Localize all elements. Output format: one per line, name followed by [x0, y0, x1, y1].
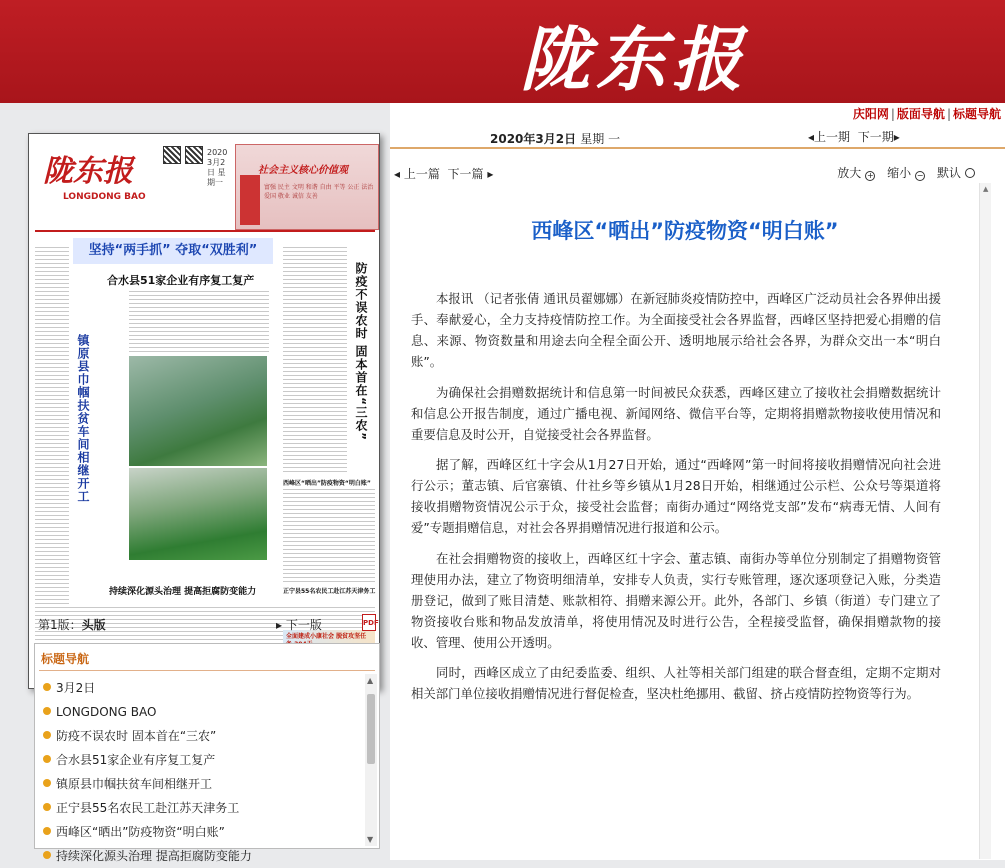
bullet-icon: [43, 851, 51, 859]
paper-masthead: [35, 140, 375, 228]
site-logo[interactable]: 陇东报: [520, 18, 748, 101]
zoom-out-button[interactable]: 缩小 −: [887, 166, 924, 180]
masthead-rule: [35, 230, 375, 232]
paper-date: 2020 3月2日 星期一: [207, 148, 228, 187]
title-nav-item[interactable]: 正宁县55名农民工赴江苏天津务工: [43, 796, 363, 820]
next-article-link[interactable]: 下一篇 ▸: [447, 167, 494, 181]
next-issue-link[interactable]: 下一期▸: [857, 130, 900, 144]
circle-icon: [965, 168, 975, 178]
banner-values: 富强 民主 文明 和谐 自由 平等 公正 法治 爱国 敬业 诚信 友善: [264, 184, 374, 200]
title-nav-item[interactable]: 持续深化源头治理 提高拒腐防变能力: [43, 844, 363, 868]
title-nav-item[interactable]: 合水县51家企业有序复工复产: [43, 748, 363, 772]
poverty-ad: 全面建成小康社会 脱贫攻坚任: [283, 630, 375, 660]
paper-subhead[interactable]: 合水县51家企业有序复工复产: [107, 274, 255, 287]
paper-article-title[interactable]: 西峰区“晒出”防疫物资“明白账”: [283, 480, 371, 487]
nav-link-qingyang[interactable]: 庆阳网: [852, 107, 889, 121]
issue-nav: [808, 128, 900, 145]
page-label: 第1版：头版: [38, 618, 106, 632]
title-nav-item[interactable]: 镇原县巾帼扶贫车间相继开工: [43, 772, 363, 796]
article-paragraph: 在社会捐赠物资的接收上，西峰区红十字会、董志镇、南街办等单位分别制定了捐赠物资管理使用办法，建立了物资明细清单，安排专人负责，实行专账管理，逐次逐项登记入账，分类造册登记，做到了账目清楚、账款相符、捐赠来源公开。此外，各部门、乡镇（街道）专门建立了物资接收台账和物品发放清单，将使用情况及时进行公告，全程接受监督，确保捐赠款物的接收、管理、使用公开透明。: [411, 550, 941, 650]
paper-text-block: [129, 288, 269, 352]
article-paragraph: 据了解，西峰区红十字会从1月27日开始，通过“西峰网”第一时间将接收捐赠情况向社会进行公示；董志镇、后官寨镇、什社乡等乡镇从1月28日开始，相继通过公示栏、公众号等渠道将接收捐赠物资情况公示于众，接受社会监督；南街办通过“网络党支部”发布“病毒无情、人间有爱”专题捐赠信息，对社会各界捐赠情况进行报道和公示。: [411, 457, 941, 535]
title-nav-item[interactable]: LONGDONG BAO: [43, 700, 363, 724]
divider: [39, 670, 375, 671]
zoom-controls: [829, 164, 975, 181]
paper-text-block: [35, 244, 69, 624]
article-body: [411, 288, 941, 714]
scrollbar-thumb[interactable]: [367, 694, 375, 764]
article-panel: [390, 123, 1005, 860]
bullet-icon: [43, 707, 51, 715]
article-headline: 西峰区“晒出”防疫物资“明白账”: [531, 219, 839, 243]
scroll-up-icon[interactable]: ▲: [367, 676, 374, 685]
nav-link-page-nav[interactable]: 版面导航: [896, 107, 945, 121]
title-nav-scrollbar[interactable]: [365, 674, 377, 846]
bullet-icon: [43, 731, 51, 739]
bullet-icon: [43, 827, 51, 835]
prev-article-link[interactable]: ◂ 上一篇: [394, 167, 440, 181]
paper-logo: 陇东报: [43, 154, 133, 189]
paper-article-title[interactable]: 持续深化源头治理 提高拒腐防变能力: [109, 587, 257, 597]
plus-icon: +: [866, 171, 874, 180]
bullet-icon: [43, 683, 51, 691]
scroll-down-icon[interactable]: ▼: [367, 835, 374, 844]
page-bar: [36, 614, 381, 634]
article-nav: [394, 165, 493, 182]
qr-code-icon: [163, 146, 181, 164]
greenhouse-photo: [129, 468, 267, 560]
qr-code-icon: [185, 146, 203, 164]
nav-link-title-nav[interactable]: 标题导航: [952, 107, 1001, 121]
title-nav-list: [43, 676, 363, 868]
paper-logo-en: LONGDONG BAO: [63, 192, 146, 202]
bullet-icon: [43, 779, 51, 787]
title-nav-item[interactable]: 防疫不误农时 固本首在“三农”: [43, 724, 363, 748]
bullet-icon: [43, 803, 51, 811]
left-panel: [0, 103, 390, 863]
core-values-banner: [235, 144, 379, 230]
paper-article-title[interactable]: 正宁县55名农民工赴江苏天津务工: [283, 588, 376, 595]
minus-icon: −: [916, 171, 924, 180]
newspaper-page-thumbnail[interactable]: [28, 133, 380, 689]
paper-vertical-title-left[interactable]: 镇原县巾帼扶贫车间相继开工: [76, 334, 90, 503]
paper-vertical-title-right[interactable]: 防疫不误农时 固本首在“三农”: [354, 262, 368, 441]
divider: [390, 147, 1005, 149]
issue-date: 2020年3月2日 星期 一: [490, 132, 621, 146]
article-scrollbar[interactable]: [979, 183, 991, 859]
prev-issue-link[interactable]: ◂上一期: [808, 130, 851, 144]
header-banner: [0, 0, 1005, 103]
greenhouse-photo: [129, 356, 267, 466]
title-nav-item[interactable]: 3月2日: [43, 676, 363, 700]
zoom-in-button[interactable]: 放大 +: [837, 166, 874, 180]
article-paragraph: 同时，西峰区成立了由纪委监委、组织、人社等相关部门组建的联合督查组，定期不定期对相关部门单位接收捐赠情况进行督促检查，坚决杜绝挪用、截留、挤占疫情防控物资等行为。: [411, 665, 941, 701]
article-paragraph: 为确保社会捐赠数据统计和信息第一时间被民众获悉，西峰区建立了接收社会捐赠数据统计和信息公开报告制度，通过广播电视、新闻网络、微信平台等，定期将捐赠款物接收使用情况和重要信息及时公开，自觉接受社会各界监督。: [411, 384, 941, 442]
zoom-default-button[interactable]: 默认: [933, 166, 975, 180]
scroll-up-icon[interactable]: ▲: [983, 185, 989, 193]
next-page-button[interactable]: ▸ 下一版: [276, 618, 322, 632]
banner-title: 社会主义核心价值观: [258, 165, 348, 176]
title-nav-heading: 标题导航: [41, 652, 90, 666]
paper-text-block: [283, 244, 347, 474]
title-nav-panel: [34, 643, 380, 863]
paper-headline[interactable]: 坚持“两手抓” 夺取“双胜利”: [73, 238, 273, 264]
pdf-icon[interactable]: PDF: [362, 614, 376, 631]
tower-icon: [240, 175, 260, 225]
bullet-icon: [43, 755, 51, 763]
top-nav: 庆阳网 | 版面导航 | 标题导航: [852, 107, 1001, 121]
title-nav-item[interactable]: 西峰区“晒出”防疫物资“明白账”: [43, 820, 363, 844]
paper-text-block: [283, 486, 375, 582]
article-paragraph: 本报讯 （记者张倩 通讯员翟娜娜）在新冠肺炎疫情防控中，西峰区广泛动员社会各界伸出援手、奉献爱心，全力支持疫情防控工作。为全面接受社会各界监督，西峰区坚持把爱心捐赠的信息、来源、物资数量和用途去向全程全面公开、透明地展示给社会各界，为群众交出一本“明白账”。: [411, 291, 941, 369]
